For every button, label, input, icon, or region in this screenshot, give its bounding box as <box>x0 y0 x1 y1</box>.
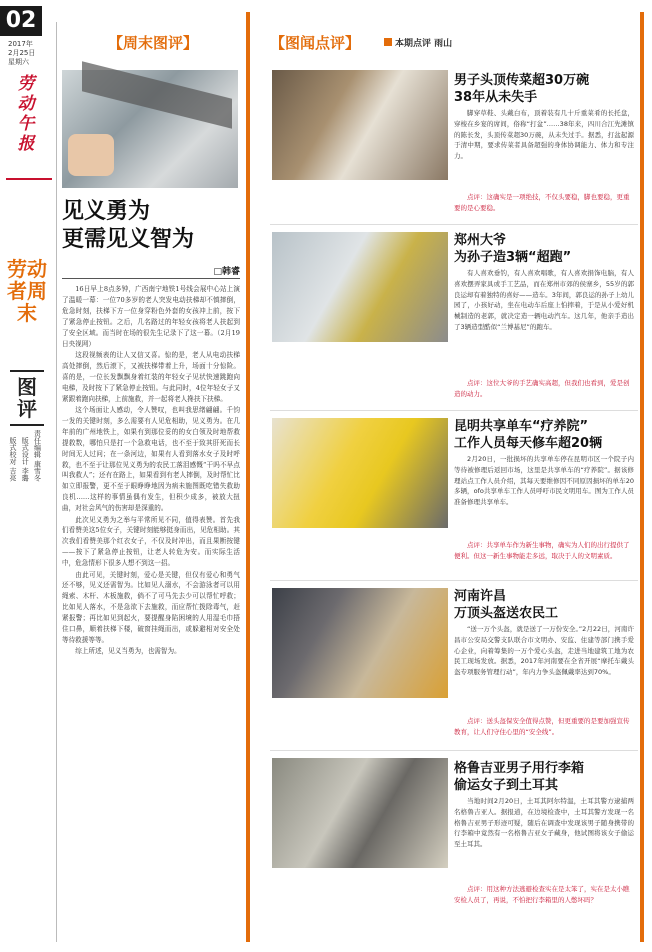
news-text: “送一万个头盔，就是送了一万份安全。”2月22日，河南许昌市公安局交警支队联合市文明办、安监、住建等部门携手爱心企业，向着筹集的一万个爱心头盔，走进当地建筑工地为农民工现场发放。据悉，2017年河南要在全省开展“摩托车戴头盔专项服务管理行动”，年内力争头盔佩戴率达到70%。 <box>454 625 634 677</box>
escalator-handrail <box>82 61 232 128</box>
news-headline <box>454 418 634 452</box>
author-byline: □韩睿 <box>213 267 240 277</box>
orange-divider <box>246 12 250 942</box>
column-divider <box>56 22 57 942</box>
item-divider <box>270 750 638 751</box>
article-headline <box>62 198 240 254</box>
article-body <box>62 284 240 658</box>
article-paragraph: 这段视频表的让人又信又喜。惊的是，老人从电动扶梯高处摔倒，然后滚下，又被扶梯带着上升，场面十分惊险。喜的是，一位长发飘飘身着红装的年轻女子见状快速跳跑向电梯，及时按下了紧急停止按钮。与此同时，4位年轻女子又紧跟着跑向扶梯，上前施救，并一起将老人搀扶下扶梯。 <box>62 350 240 403</box>
credit-proofread: 版式校对 吉亮 <box>9 437 17 482</box>
news-headline <box>454 760 634 794</box>
news-comment: 点评：这确实是一项绝技，不仅头要稳，脚也要稳，更重要的是心要稳。 <box>454 193 630 212</box>
item-divider <box>270 224 638 225</box>
news-text: 当地时间2月20日，土耳其阿尔特温，土耳其警方逮捕两名格鲁吉亚人。据报道，在边境检查中，土耳其警方发现一名格鲁吉亚男子形迹可疑，随后在调查中发现该男子随身携带的行李箱中竟然有一名格鲁吉亚女子藏身，他试图将该女子偷运至土耳其。 <box>454 797 634 849</box>
news-headline-line: 为孙子造3辆“超跑” <box>454 250 572 265</box>
escalator-photo <box>62 70 238 188</box>
photo-shared-bikes <box>272 418 448 528</box>
news-headline-line: 昆明共享单车“疗养院” <box>454 419 589 434</box>
news-comment: 点评：共享单车作为新生事物，确实为人们的出行提供了便利。但这一新生事物能走多远，取决于人的文明素质。 <box>454 541 630 560</box>
news-comment: 点评：用这种方法逃避检查实在是太笨了，实在是太小瞧安检人员了，再说，不怕把行李箱里的人憋坏吗？ <box>454 885 630 904</box>
news-headline <box>454 588 634 622</box>
news-text: 脚穿草鞋、头戴白布，顶着装有几十斤重菜肴的长托盘，穿梭在乡宴的席间，俗称“打盆”……38年来，四川合江先滩镇的陈长发，头顶传菜超30万碗，从未失过手。据悉，打盆起源于清中期，要求传菜者具备超强的身体协调能力、体力和专注力。 <box>454 109 634 161</box>
date-day: 2月25日 <box>8 49 36 57</box>
news-text: 有人喜欢垂钓，有人喜欢唱歌，有人喜欢捐饰电脑，有人喜欢摆弄家具或手工艺品，而在郑州市郊的侯寨乡，55岁的郭良运却有着独特的喜好——造车。3年间，郭良运的孙子上幼儿园了，小孩好动，坐在电动车后座上怕摔着，于是从小爱好机械制造的老郭，就决定造一辆电动汽车。这几年，他亲手造出了3辆造型酷似“兰博基尼”的跑车。 <box>454 269 634 331</box>
article-paragraph: 16日早上8点多钟，广西南宁地铁1号线会展中心站上演了温暖一幕：一位70多岁的老人突发电动扶梯却不慎摔倒，危急时刻，扶梯下方一位身穿粉色外套的女孩冲上前，按下了紧急停止按钮。之后，几名路过的年轻女孩将老人扶起到了安全区域。而当时在场的很先生记录下了这一幕。（2月19日央视网） <box>62 285 240 348</box>
credit-design: 版式设计 李璐 <box>21 437 30 482</box>
newspaper-logo: 劳动午报 <box>17 74 35 154</box>
editor-square-icon <box>384 38 392 46</box>
commentator: 本期点评 雨山 <box>395 39 453 49</box>
news-headline-line: 格鲁吉亚男子用行李箱 <box>454 761 585 776</box>
article-paragraph: 由此可见，关键时刻，爱心是关键，但仅有爱心和勇气还不够，见义还需智为。比如见人溺水，不会游泳者可以用绳索、木杆、木板施救，倘不了可马先去少可以帮忙呼救；比如见人落水，不是急欲下去施救，而应帮忙拨除毒气，赶紧报警；再比如见到起火，要提醒身陷困境的人用湿毛巾捂住口鼻，顺着扶梯下楼，破窗挂绳而出，或躲避相对安全处等待救援等等。 <box>62 570 240 644</box>
logo-divider <box>6 178 52 180</box>
news-headline-line: 河南许昌 <box>454 589 507 604</box>
section-name: 劳动者周末 <box>7 257 47 325</box>
item-divider <box>270 580 638 581</box>
news-headline-line: 万顶头盔送农民工 <box>454 606 559 621</box>
photo-helmets <box>272 588 448 698</box>
news-review-label: 【图闻点评】 <box>270 34 361 52</box>
weekly-review-label: 【周末图评】 <box>107 34 198 52</box>
news-headline-line: 工作人员每天修车超20辆 <box>454 436 603 451</box>
news-headline-line: 偷运女子到土耳其 <box>454 778 559 793</box>
headline-line-2: 更需见义智为 <box>62 227 195 252</box>
item-divider <box>270 410 638 411</box>
page-number: 02 <box>0 6 42 36</box>
hand-on-button <box>68 134 114 176</box>
news-headline-line: 38年从未失手 <box>454 90 538 105</box>
date-weekday: 星期六 <box>8 58 29 66</box>
photo-supercars <box>272 232 448 342</box>
news-text: 2月20日，一批损坏的共享单车停在昆明市区一个院子内等待被修理后返回市场，这里是共享单车的“疗养院”。据该修理站点工作人员介绍，其每天要维修因不同原因损坏的单车20多辆，ofo共享单车工作人员呼吁市民文明用车。图为工作人员准备修理共享单车。 <box>454 455 634 507</box>
photo-suitcase <box>272 758 448 868</box>
news-comment: 点评：送头盔保安全值得点赞，但更重要的是要加强宣传教育，让人们守住心里的“安全线”。 <box>454 717 630 736</box>
photo-waiter-bowls <box>272 70 448 180</box>
article-paragraph: 这个场面让人感动，令人赞叹，也叫我思绪翩翩。千钧一发的关键时刻，多么需要有人见危相助，见义勇为。在几年前的广州地铁上，如果有到那位妥的的女白领及时地帮救提救数，哪怕只是打一个急救电话，也不至于致其肝死而长时间无人过问；在一条河边，如果有人看到落水女子及时呼救，也不至于让那位见义勇为的农民工落泪感慨“干吗不早点叫我救人”；还有在路上，如果看到有老人摔倒，及时帮忙比如立即报警，更不至于眼睁睁地因为病未施图既吃错失救助良机……这样的事情虽偶有发生，但积少成多，被放大扭曲，对社会风气的伤害却是深重的。 <box>62 405 240 513</box>
headline-rule <box>62 278 240 279</box>
headline-line-1: 见义勇为 <box>62 199 151 224</box>
issue-date <box>8 40 48 67</box>
news-comment: 点评：这位大爷的手艺确实高超，但我们也看到，爱是创造的动力。 <box>454 379 630 398</box>
article-paragraph: 综上所述，见义当勇为，也需智为。 <box>75 647 181 656</box>
news-headline <box>454 232 634 266</box>
orange-divider-right <box>640 12 644 942</box>
news-headline-line: 郑州大爷 <box>454 233 507 248</box>
news-headline <box>454 72 634 106</box>
article-paragraph: 此次见义勇为之举与平常所见不同，值得表赞。首先我们看赞美这5位女子，关键时刻能够挺身而出，见危相助。其次我们看赞美那个红衣女子，不仅及时冲出，而且果断按键——按下了紧急停止按钮，让老人转危为安。而实际生活中，危急情形下很多人想不到这一招。 <box>62 515 240 568</box>
news-headline-line: 男子头顶传菜超30万碗 <box>454 73 590 88</box>
subsection-name: 图评 <box>10 370 44 426</box>
staff-credits <box>8 430 52 484</box>
credit-editor: 责任编辑 康雪冬 <box>33 430 42 482</box>
date-year: 2017年 <box>8 40 33 48</box>
